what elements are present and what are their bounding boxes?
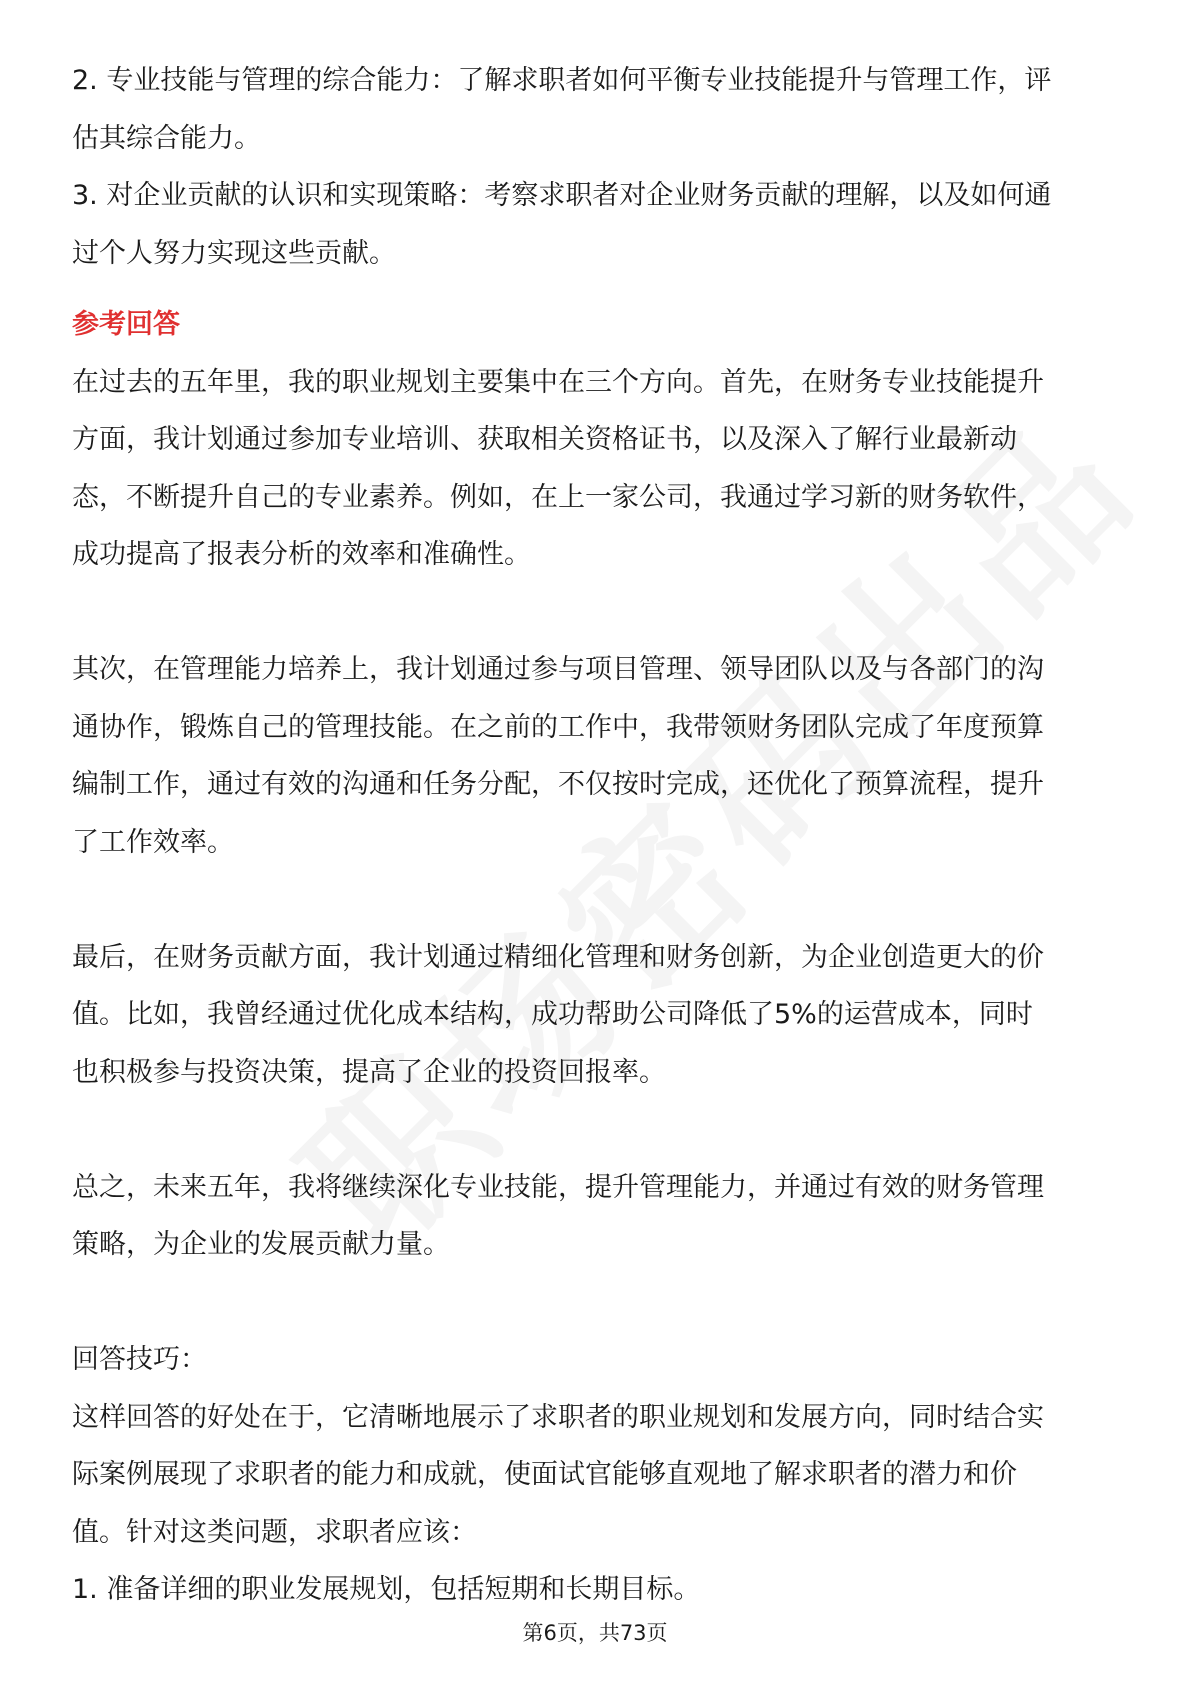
list-item-2: 2. 专业技能与管理的综合能力：了解求职者如何平衡专业技能提升与管理工作，评: [72, 65, 1052, 96]
answer-p1-line: 成功提高了报表分析的效率和准确性。: [72, 539, 531, 570]
list-item-3: 3. 对企业贡献的认识和实现策略：考察求职者对企业财务贡献的理解，以及如何通: [72, 180, 1052, 211]
reference-answer-heading: 参考回答: [72, 309, 180, 340]
list-item-2-cont: 估其综合能力。: [72, 122, 261, 154]
answer-p1-line: 在过去的五年里，我的职业规划主要集中在三个方向。首先，在财务专业技能提升: [72, 366, 1044, 398]
answer-p1-line: 方面，我计划通过参加专业培训、获取相关资格证书，以及深入了解行业最新动: [72, 424, 1017, 455]
list-item-3-cont: 过个人努力实现这些贡献。: [72, 237, 396, 269]
answer-p2-line: 了工作效率。: [72, 826, 234, 858]
page-number: 第6页，共73页: [522, 1621, 668, 1645]
answer-p3-line: 最后，在财务贡献方面，我计划通过精细化管理和财务创新，为企业创造更大的价: [72, 941, 1044, 973]
answer-p4-line: 策略，为企业的发展贡献力量。: [72, 1229, 450, 1260]
answer-p2-line: 其次，在管理能力培养上，我计划通过参与项目管理、领导团队以及与各部门的沟: [72, 654, 1044, 685]
tips-line: 这样回答的好处在于，它清晰地展示了求职者的职业规划和发展方向，同时结合实: [72, 1401, 1044, 1433]
answer-p3-line: 也积极参与投资决策，提高了企业的投资回报率。: [72, 1056, 666, 1088]
answer-p1-line: 态，不断提升自己的专业素养。例如，在上一家公司，我通过学习新的财务软件，: [72, 481, 1044, 513]
tips-line: 际案例展现了求职者的能力和成就，使面试官能够直观地了解求职者的潜力和价: [72, 1459, 1017, 1490]
tips-line: 值。针对这类问题，求职者应该：: [72, 1516, 477, 1548]
answer-p3-line: 值。比如，我曾经通过优化成本结构，成功帮助公司降低了5%的运营成本，同时: [72, 999, 1033, 1030]
tips-heading: 回答技巧：: [72, 1344, 207, 1375]
answer-p2-line: 通协作，锻炼自己的管理技能。在之前的工作中，我带领财务团队完成了年度预算: [72, 711, 1044, 743]
answer-p2-line: 编制工作，通过有效的沟通和任务分配，不仅按时完成，还优化了预算流程，提升: [72, 769, 1044, 800]
answer-p4-line: 总之，未来五年，我将继续深化专业技能，提升管理能力，并通过有效的财务管理: [72, 1171, 1044, 1203]
tips-list-item-1: 1. 准备详细的职业发展规划，包括短期和长期目标。: [72, 1574, 701, 1605]
document-body: [72, 52, 1118, 1619]
